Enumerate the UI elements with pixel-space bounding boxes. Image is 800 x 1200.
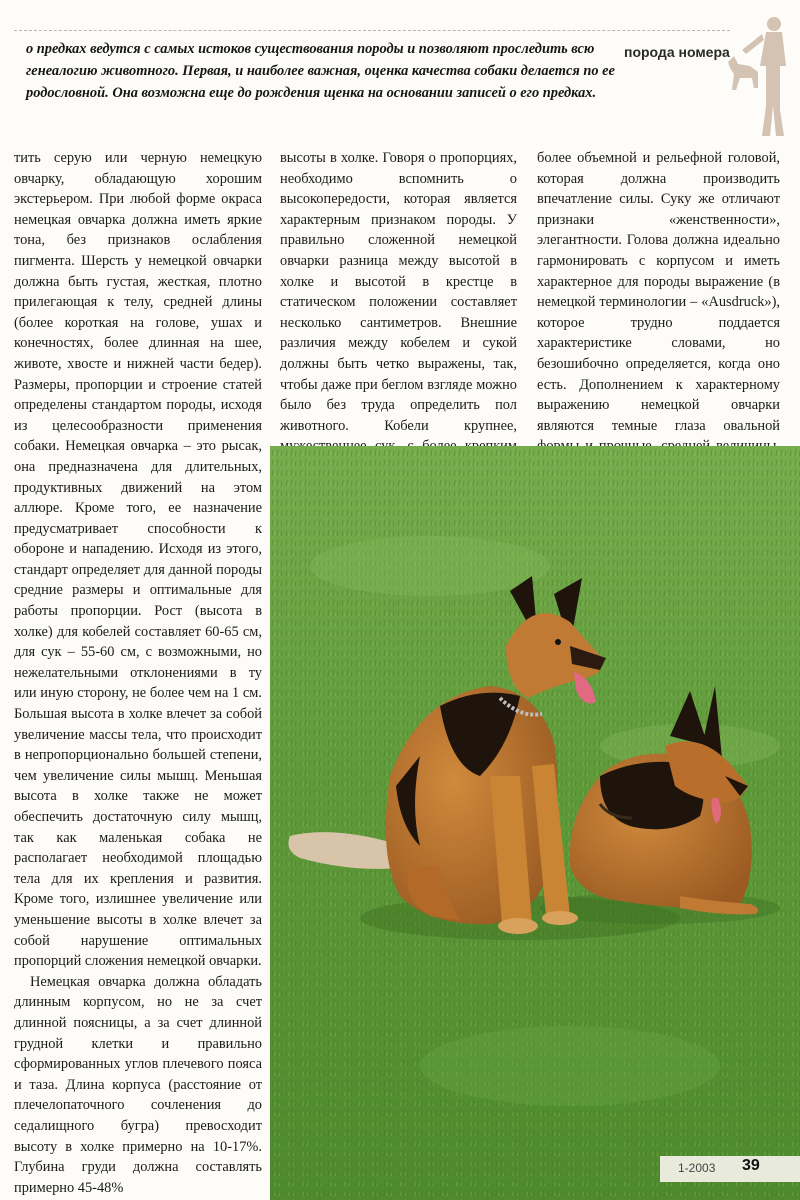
article-column-1 [14,148,262,1198]
issue-number: 1-2003 [678,1161,716,1175]
page-number: 39 [742,1157,760,1174]
article-column-3 [537,148,780,478]
page-footer [660,1156,800,1182]
article-column-2 [280,148,517,478]
intro-lead: о предках ведутся с самых истоков существования породы и позволяют проследить всю генеалогию животного. Первая, и наиболее важная, оценка качества собаки делается по ее родословной. Она возможна еще до рождения щенка на основании записей о его предках. [26,41,615,101]
paragraph: более объемной и рельефной головой, которая должна производить впечатление силы. Суку же отличают признаки «женственности», элегантности. Голова должна идеально гармонировать с корпусом и иметь характерное для породы выражение (в немецкой терминологии – «Ausdruck»), которое трудно поддается характеристике словами, но безошибочно определяется, когда оно есть. Дополнением к характерному выражению немецкой овчарки являются темные глаза овальной [537,150,780,434]
dogs-photo [270,446,800,1200]
header-rule [14,30,730,31]
paragraph: Немецкая овчарка должна обладать длинным корпусом, но не за счет длинной поясницы, а за счет длинной грудной клетки и правильно сформированных углов плечевого пояса и таза. Длина корпуса (расстояние от плечелопаточного сочленения до седалищного бугра) превосходит высоту в холке примерно на 10-17%. Глубина груди должна составлять примерно 45-48% [14,973,262,1196]
paragraph: высоты в холке. Говоря о пропорциях, необходимо вспомнить о высокопередости, которая является характерным признаком породы. У правильно сложенной немецкой овчарки разница между высотой в холке и высотой в крестце в статическом положении составляет несколько сантиметров. Внешние различия между кобелем и сукой должны быть четко выражены, так, чтобы даже при беглом взгляде можно было без труда определить пол животного. Кобели крупнее, [280,150,517,434]
handler-dog-silhouette-icon [724,14,800,138]
photo-illustration [270,446,800,1200]
section-rubric: порода номера [624,44,730,60]
paragraph: тить серую или черную немецкую овчарку, обладающую хорошим экстерьером. При любой форме окраса немецкая овчарка должна иметь яркие тона, без признаков ослабления пигмента. Шерсть у немецкой овчарки должна быть густая, жесткая, плотно прилегающая к телу, средней длины (более короткая на голове, ушах и конечностях, более длинная на шее, животе, хвосте и нижней части бедер). Размеры, пропорции и строение статей определены стандартом породы, исходя из целесообразности применения собаки. Немецкая овчарка – это рысак, она предназначена для длительных, продуктивных движений на этом аллюре. Кроме того, ее назначение предусматривает способности к обороне и нападению. Исходя из этого, стандарт определяет для данной породы средние размеры и оптимальные для работы пропорции. Рост (высота в холке) для кобелей составляет 60-65 см, для сук – 55-60 см, с возможными, но нежелательными отклонениями в ту или иную сторону, не более чем на 1 см. Большая высота в холке влечет за собой увеличение массы тела, что происходит в непропорционально большей степени, чем увеличение силы мышц. Меньшая высота в холке также не может обеспечить достаточную силу мышц, так как маленькая собака не располагает необходимой площадью тела для их крепления и развития. Кроме того, излишнее увеличение или уменьшение высоты в холке влечет за собой нарушение оптимальных пропорций сложения немецкой овчарки. [14,150,262,970]
